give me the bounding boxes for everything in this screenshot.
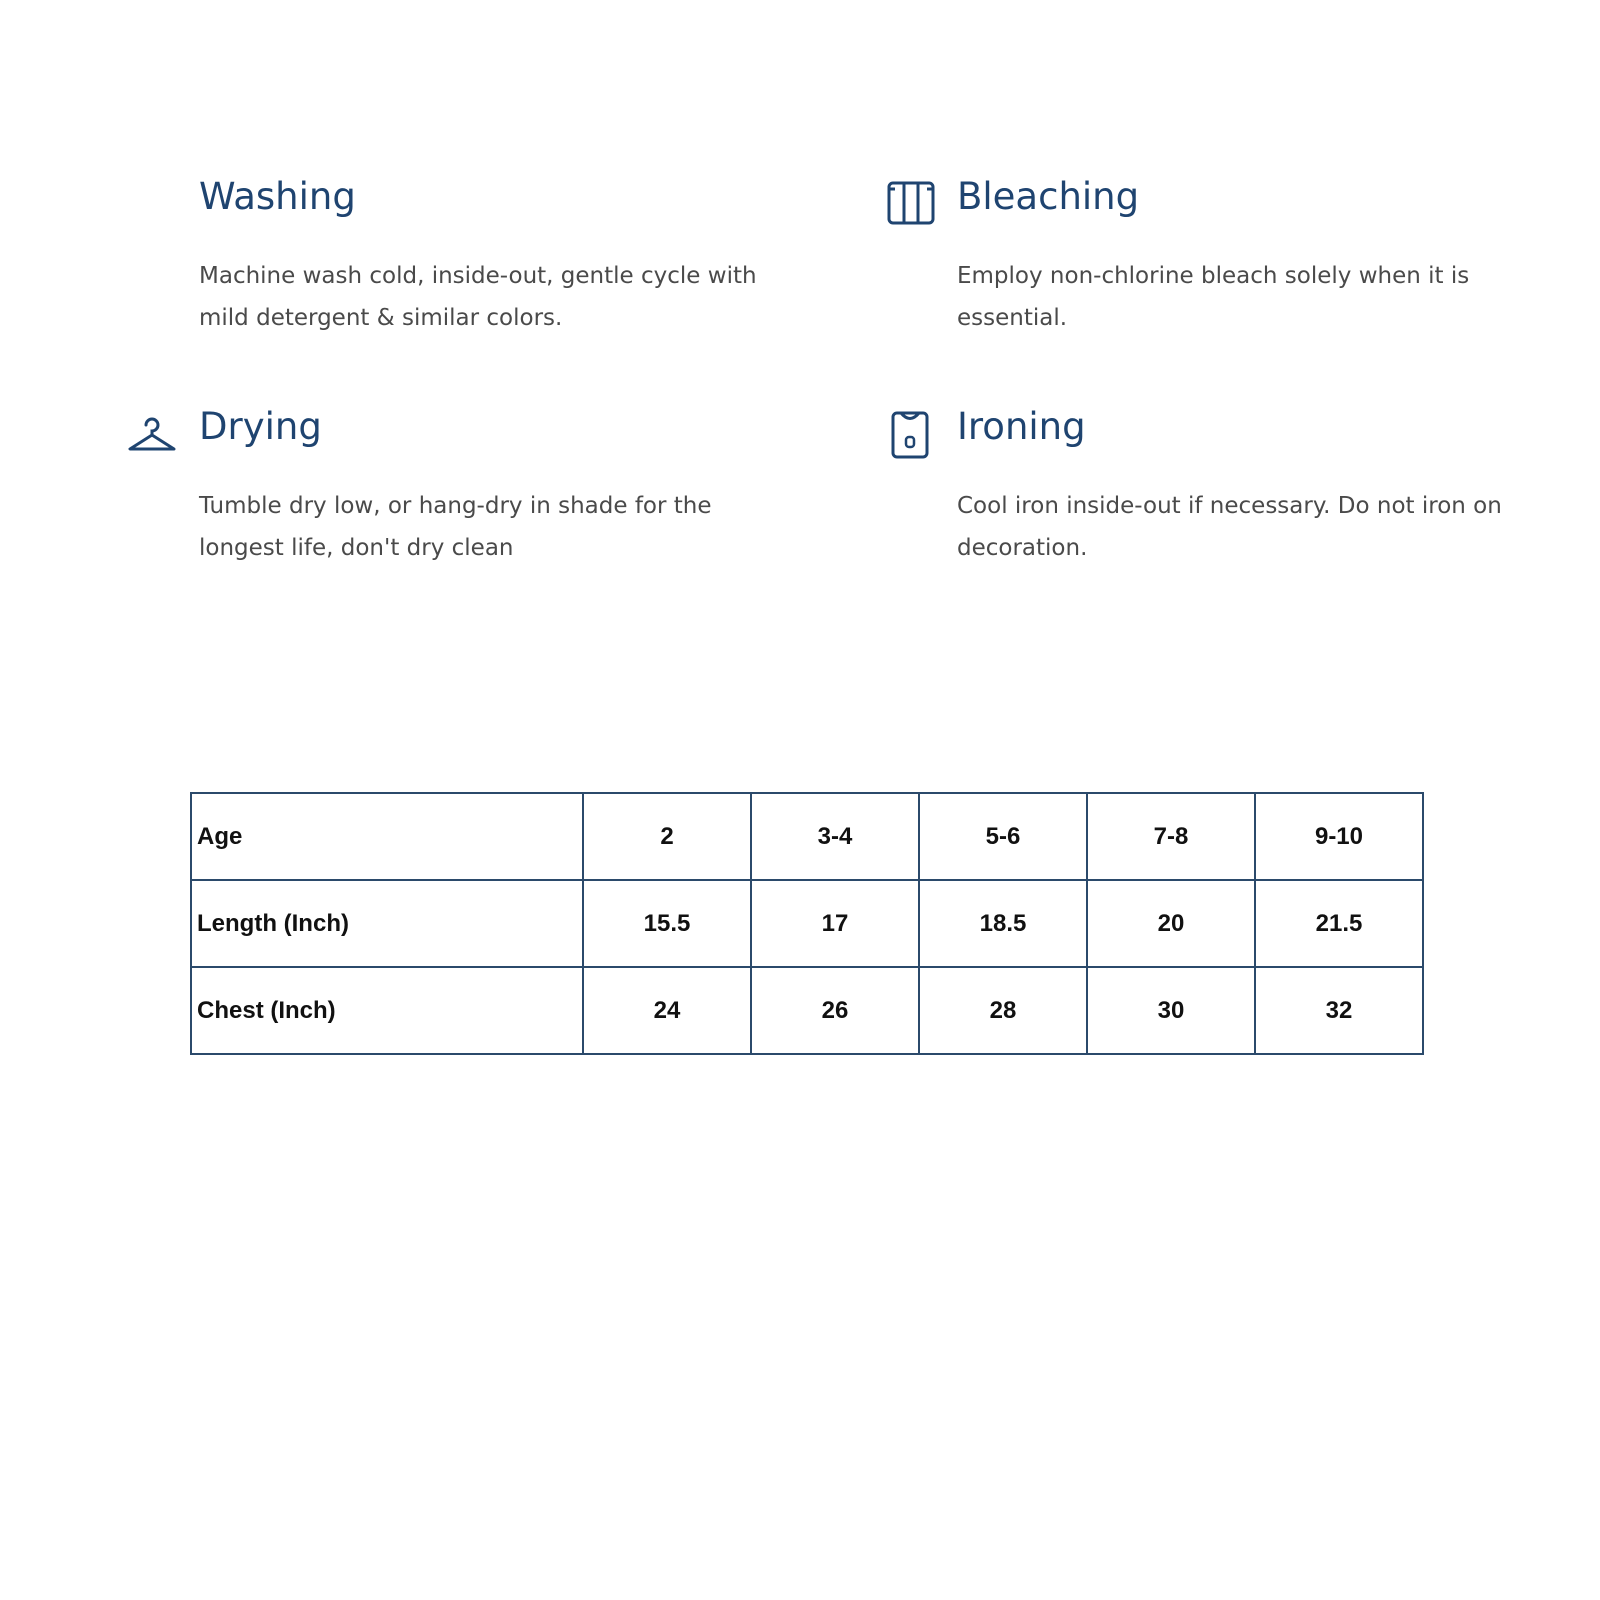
table-cell: 21.5 [1255, 880, 1423, 967]
table-cell: 26 [751, 967, 919, 1054]
row-label: Length (Inch) [191, 880, 583, 967]
row-label: Age [191, 793, 583, 880]
size-chart-table [190, 792, 1424, 1055]
table-cell: 7-8 [1087, 793, 1255, 880]
washing-description: Machine wash cold, inside-out, gentle cycle with mild detergent & similar colors. [199, 263, 757, 331]
table-cell: 32 [1255, 967, 1423, 1054]
washing-title: Washing [199, 175, 356, 218]
table-cell: 3-4 [751, 793, 919, 880]
row-label: Chest (Inch) [191, 967, 583, 1054]
table-cell: 24 [583, 967, 751, 1054]
drying-title: Drying [199, 405, 322, 448]
ironing-title: Ironing [957, 405, 1086, 448]
bleaching-description: Employ non-chlorine bleach solely when it is essential. [957, 263, 1470, 331]
table-cell: 2 [583, 793, 751, 880]
table-cell: 15.5 [583, 880, 751, 967]
bleaching-title: Bleaching [957, 175, 1140, 218]
table-cell: 30 [1087, 967, 1255, 1054]
table-cell: 9-10 [1255, 793, 1423, 880]
table-cell: 5-6 [919, 793, 1087, 880]
iron-icon [890, 410, 930, 460]
hanger-icon [127, 413, 177, 453]
table-cell: 20 [1087, 880, 1255, 967]
table-row [191, 880, 1423, 967]
table-cell: 17 [751, 880, 919, 967]
drying-description: Tumble dry low, or hang-dry in shade for the longest life, don't dry clean [199, 493, 712, 561]
table-row [191, 967, 1423, 1054]
bleach-icon [887, 180, 935, 228]
table-row [191, 793, 1423, 880]
table-cell: 18.5 [919, 880, 1087, 967]
table-cell: 28 [919, 967, 1087, 1054]
ironing-description: Cool iron inside-out if necessary. Do not iron on decoration. [957, 493, 1502, 561]
